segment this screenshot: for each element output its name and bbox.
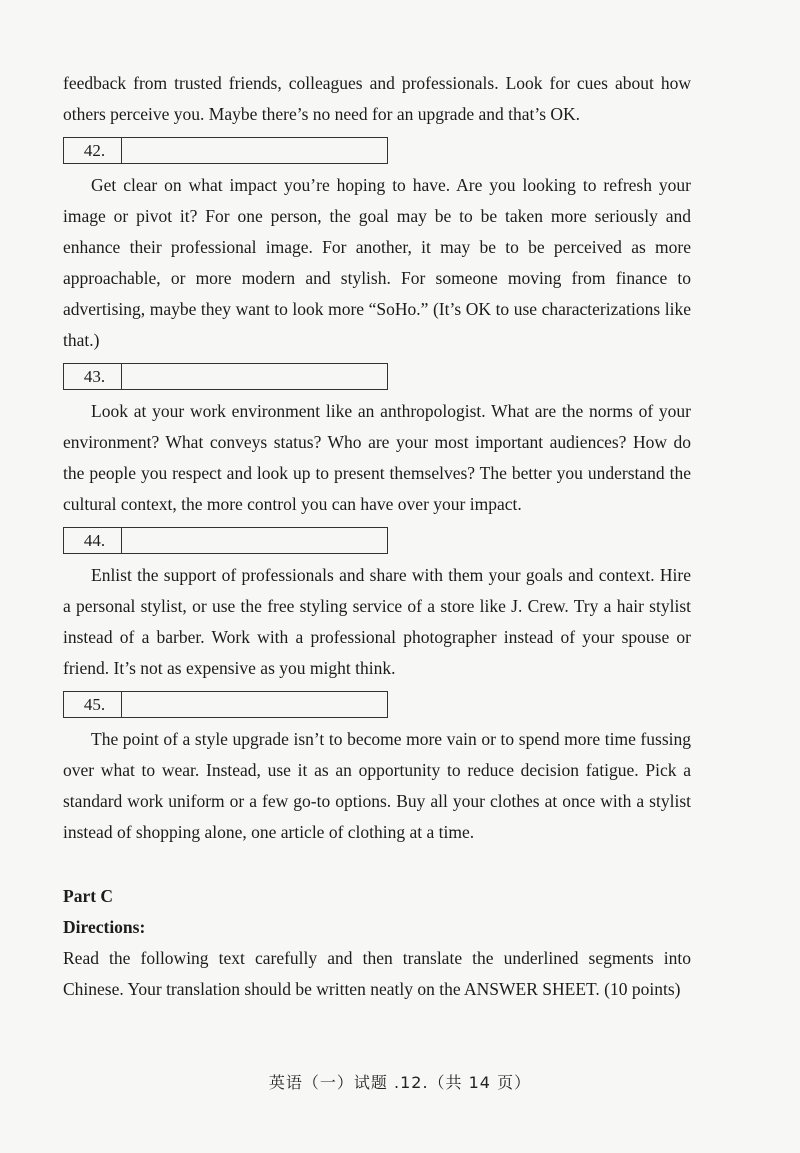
question-42-box (63, 137, 388, 164)
question-45-answer-blank (122, 692, 387, 717)
question-43-answer-blank (122, 364, 387, 389)
exam-page-content (63, 68, 691, 1005)
question-42-answer-blank (122, 138, 387, 163)
section-spacer (63, 848, 691, 881)
part-c-title: Part C (63, 886, 114, 906)
paragraph-impact: Get clear on what impact you’re hoping to have. Are you looking to refresh your image or pivot it? For one person, the goal may be to be taken more seriously and enhance their professional image. For another, it may be to be perceived as more approachable, or more modern and stylish. For someone moving from finance to advertising, maybe they want to look more “SoHo.” (It’s OK to use characterizations like that.) (63, 175, 691, 350)
question-42-number: 42. (64, 138, 122, 163)
directions-label: Directions: (63, 917, 146, 937)
question-43-box (63, 363, 388, 390)
directions-text: Read the following text carefully and then translate the underlined segments into Chinese. Your translation should be written neatly on the ANSWER SHEET. (10 points) (63, 948, 691, 999)
question-44-box (63, 527, 388, 554)
question-44-answer-blank (122, 528, 387, 553)
page-footer: 英语（一）试题 .12.（共 14 页） (268, 1073, 532, 1092)
question-44-number: 44. (64, 528, 122, 553)
paragraph-support: Enlist the support of professionals and share with them your goals and context. Hire a personal stylist, or use the free styling service of a store like J. Crew. Try a hair stylist instead of a barber. Work with a professional photographer instead of your spouse or friend. It’s not as expensive as you might think. (63, 565, 691, 678)
question-43-number: 43. (64, 364, 122, 389)
question-45-box (63, 691, 388, 718)
paragraph-feedback: feedback from trusted friends, colleagues and professionals. Look for cues about how others perceive you. Maybe there’s no need for an upgrade and that’s OK. (63, 73, 691, 124)
question-45-number: 45. (64, 692, 122, 717)
paragraph-anthropologist: Look at your work environment like an anthropologist. What are the norms of your environment? What conveys status? Who are your most important audiences? How do the people you respect and look up to present themselves? The better you understand the cultural context, the more control you can have over your impact. (63, 401, 691, 514)
paragraph-style-upgrade: The point of a style upgrade isn’t to become more vain or to spend more time fussing over what to wear. Instead, use it as an opportunity to reduce decision fatigue. Pick a standard work uniform or a few go-to options. Buy all your clothes at once with a stylist instead of shopping alone, one article of clothing at a time. (63, 729, 691, 842)
